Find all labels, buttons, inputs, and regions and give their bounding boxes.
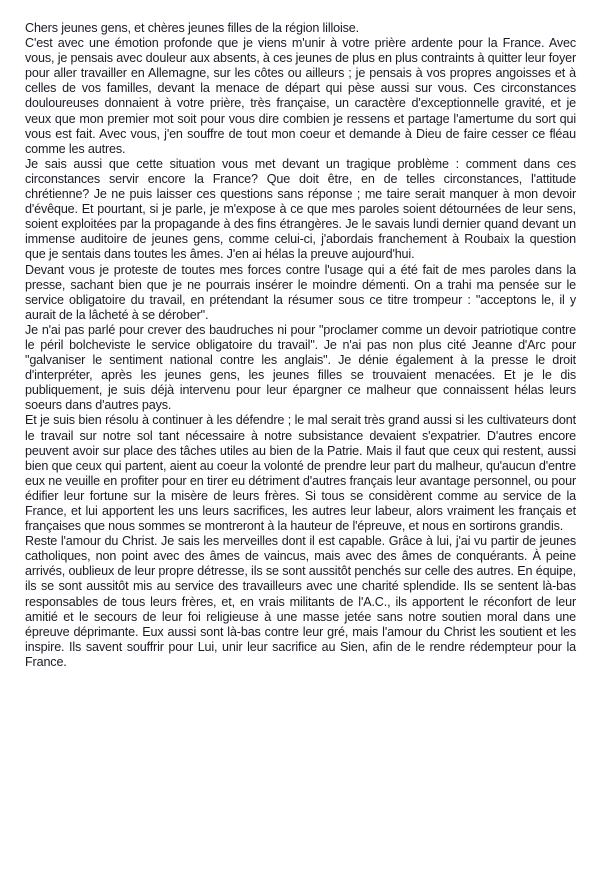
paragraph-2: Je sais aussi que cette situation vous met devant un tragique problème : comment dans ces circonstances servir encore la France? Que doit être, en de telles circonstances, l'attitude chrétienne? Je ne puis laisser ces questions sans réponse ; me taire serait manquer à mon devoir d'évêque. Et pourtant, si je parle, je m'expose à ce que mes paroles soient détournées de leur sens, soient exploitées par la propagande à des fins étrangères. Je le savais lundi dernier quand devant un immense auditoire de jeunes gens, comme celui-ci, j'abordais franchement à Roubaix la question que je sentais dans toutes les âmes. J'en ai hélas la preuve aujourd'hui. (25, 156, 576, 262)
paragraph-salutation: Chers jeunes gens, et chères jeunes filles de la région lilloise. (25, 21, 359, 35)
paragraph-6: Reste l'amour du Christ. Je sais les merveilles dont il est capable. Grâce à lui, j'ai vu partir de jeunes catholiques, non point avec des âmes de vaincus, mais avec des âmes de conquérants. À peine arrivés, oublieux de leur propre détresse, ils se sont aussitôt penchés sur celle des autres. En équipe, ils se sont aussitôt mis au service des travailleurs avec une charité splendide. Ils se sentent là-bas responsables de tous leurs frères, et, en vrais militants de l'A.C., ils apportent le réconfort de leur amitié et le secours de leur foi religieuse à une masse jetée sans notre soutien moral dans une épreuve déprimante. Eux aussi sont là-bas contre leur gré, mais l'amour du Christ les soutient et les inspire. Ils savent souffrir pour Lui, unir leur sacrifice au Sien, afin de le rendre rédempteur pour la France. (25, 534, 576, 669)
paragraph-1: C'est avec une émotion profonde que je viens m'unir à votre prière ardente pour la France. Avec vous, je pensais avec douleur aux absents, à ces jeunes de plus en plus contraints à quitter leur foyer pour aller travailler en Allemagne, sur les côtes ou ailleurs ; je pensais à vos propres angoisses et à celles de vos familles, devant la menace de départ qui pèse aussi sur vous. Ces circonstances douloureuses donnaient à votre prière, très française, un caractère d'exceptionnelle gravité, et je veux que mon premier mot soit pour vous dire combien je ressens et partage l'amertume du sort qui vous est fait. Avec vous, j'en souffre de tout mon coeur et demande à Dieu de faire cesser ce fléau comme les autres. (25, 36, 576, 156)
paragraph-5: Et je suis bien résolu à continuer à les défendre ; le mal serait très grand aussi si les cultivateurs dont le travail sur notre sol tant nécessaire à notre subsistance devaient s'expatrier. D'autres encore peuvent avoir sur place des tâches utiles au bien de la Patrie. Mais il faut que ceux qui restent, aussi bien que ceux qui partent, aient au coeur la volonté de prendre leur part du malheur, qu'aucun d'entre eux ne veuille en profiter pour en tirer eu détriment d'autres français leur avantage personnel, ou pour édifier leur fortune sur la misère de leurs frères. Si tous se considèrent comme au service de la France, et lui apportent les uns leurs sacrifices, les autres leur labeur, alors vraiment les français et françaises que nous sommes se montreront à la hauteur de l'épreuve, et nous en sortirons grandis. (25, 413, 576, 534)
document-text-body (25, 21, 576, 670)
paragraph-4: Je n'ai pas parlé pour crever des baudruches ni pour "proclamer comme un devoir patriotique contre le péril bolcheviste le service obligatoire du travail". Je n'ai pas non plus cité Jeanne d'Arc pour "galvaniser le sentiment national contre les anglais". Je dénie également à la presse le droit d'interpréter, après les jeunes gens, les jeunes filles se trouvaient menacées. Et je le dis publiquement, je suis déjà intervenu pour leur épargner ce malheur que connaissent hélas leurs soeurs dans d'autres pays. (25, 322, 576, 413)
paragraph-3: Devant vous je proteste de toutes mes forces contre l'usage qui a été fait de mes paroles dans la presse, sachant bien que je ne pourrais insérer le moindre démenti. On a trahi ma pensée sur le service obligatoire du travail, en prétendant la résumer sous ce titre trompeur : "acceptons le, il y aurait de la lâcheté à se dérober". (25, 262, 576, 322)
